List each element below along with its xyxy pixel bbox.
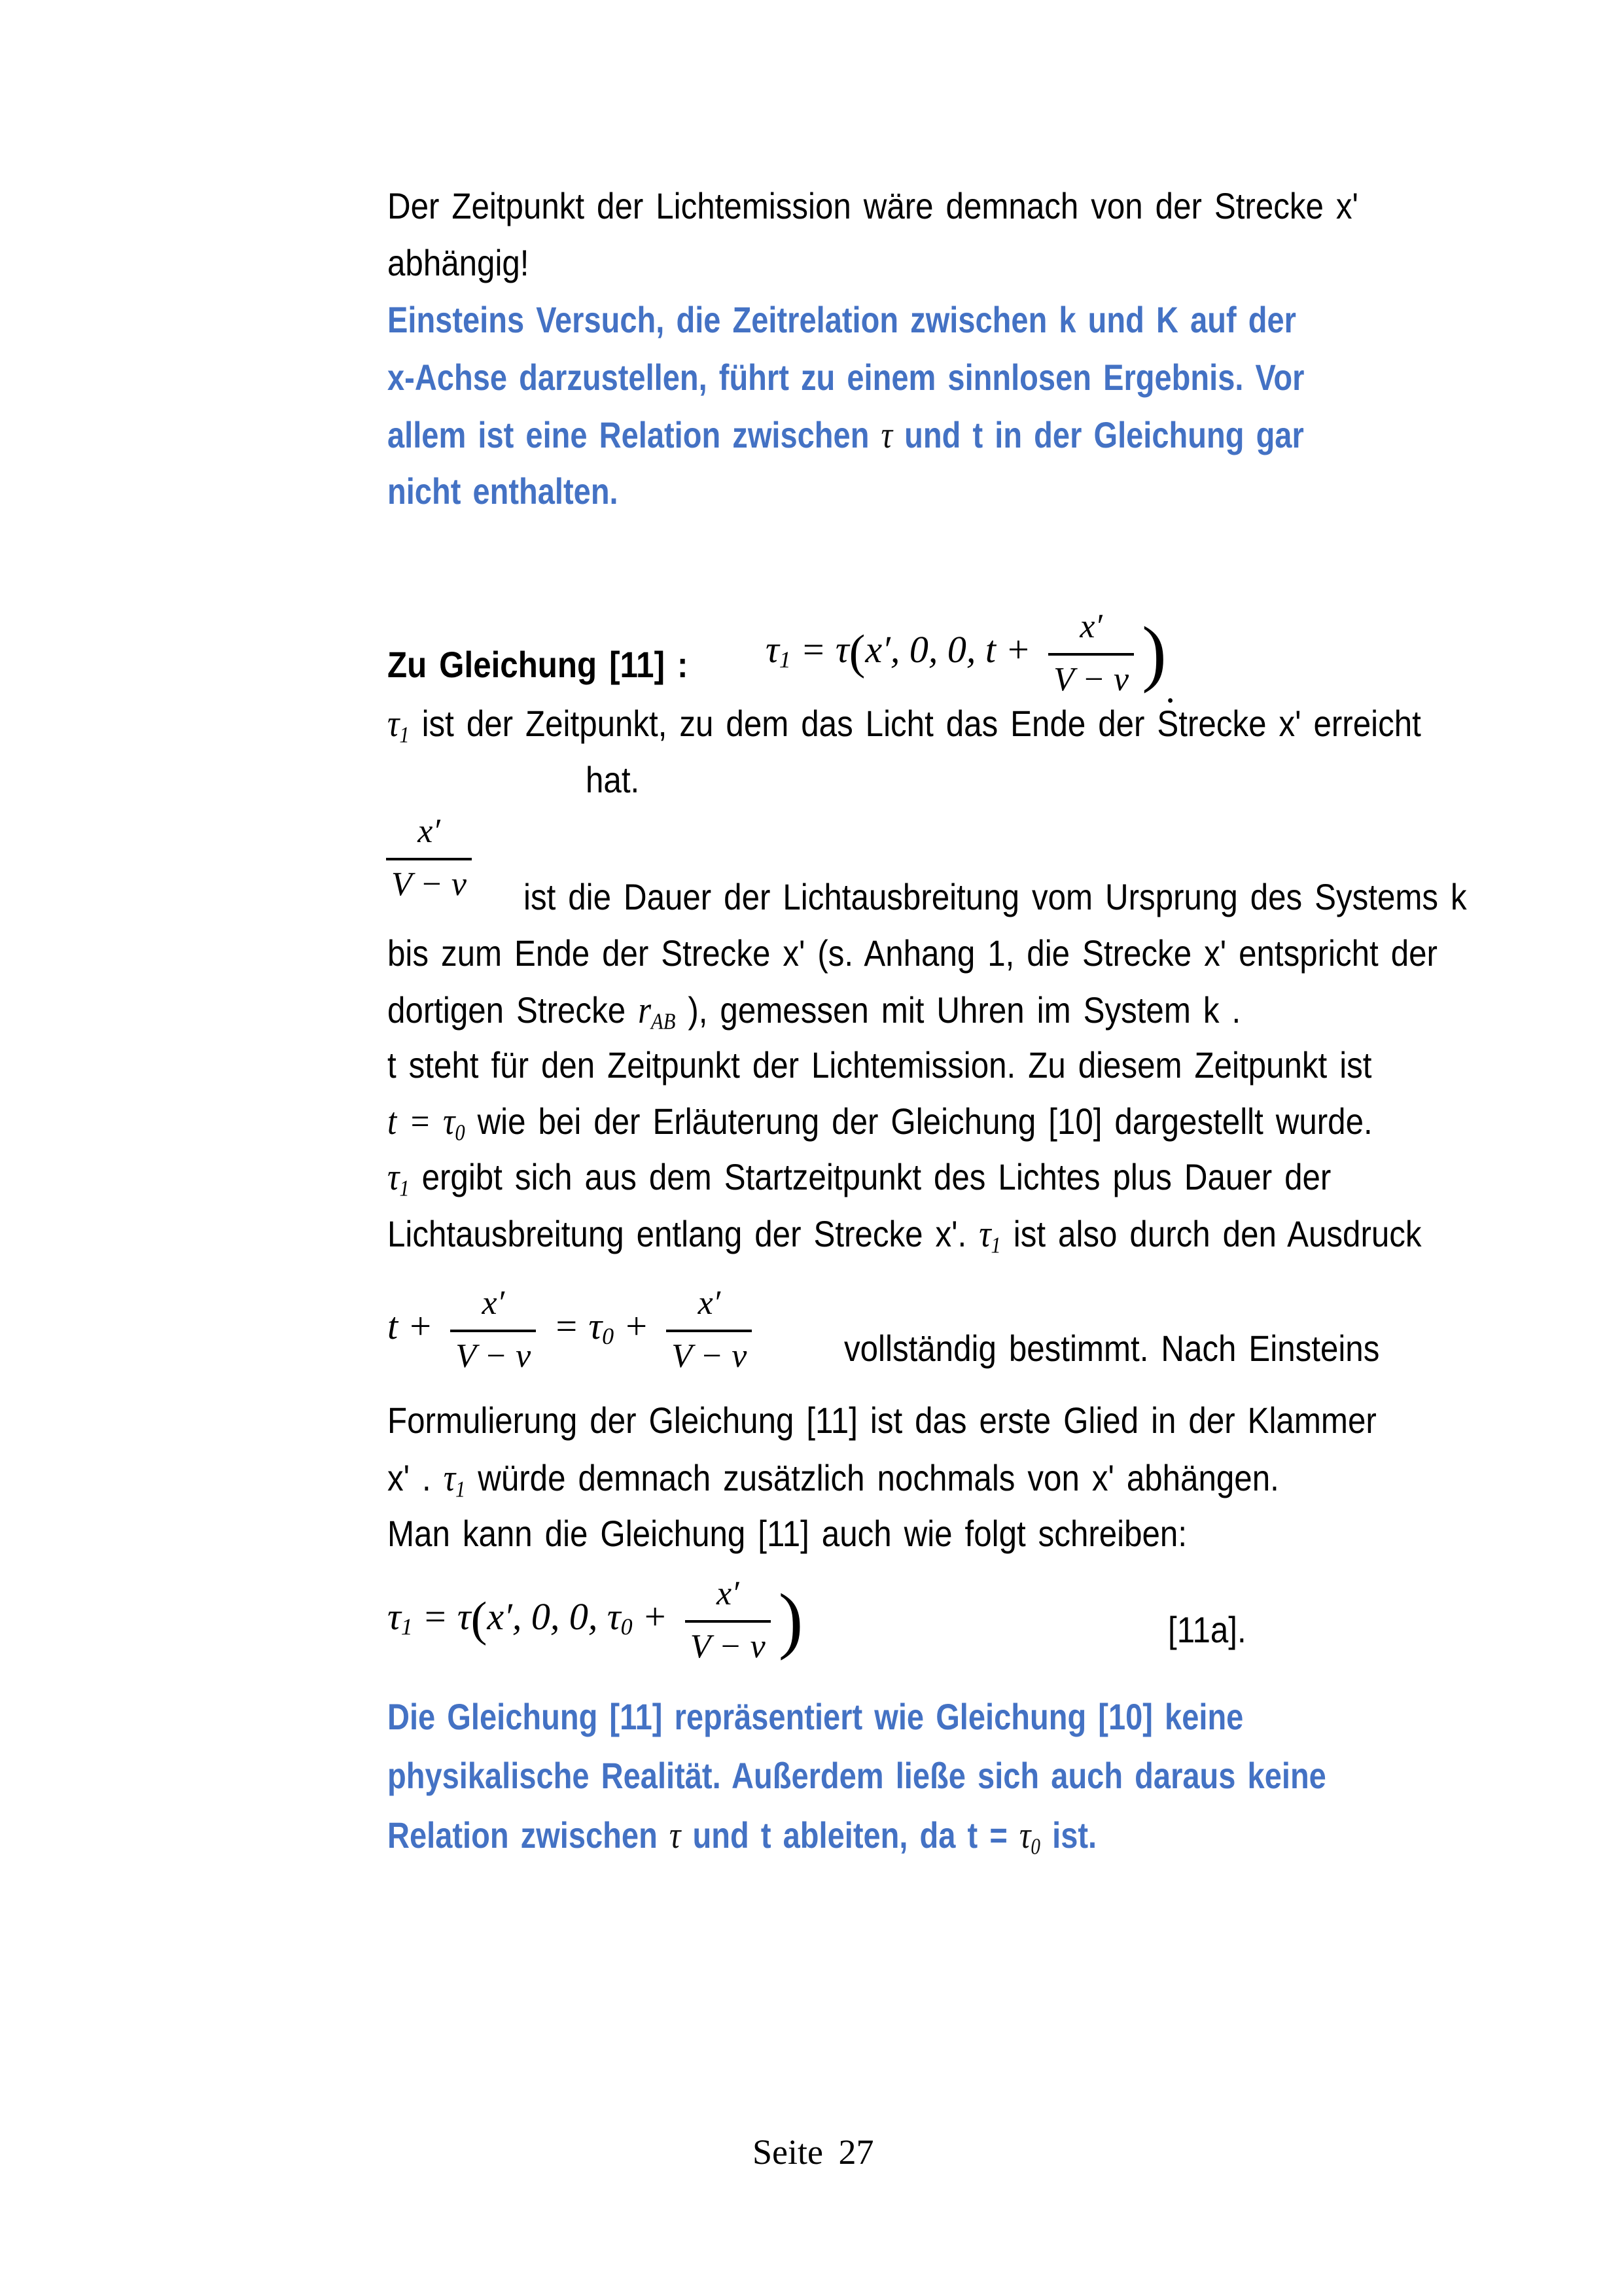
- tau1-explanation-line-2: hat.: [586, 759, 640, 800]
- equation-11a: τ1 = τ(x′, 0, 0, τ0 + $\frac{x'}{V - v}$ ): [387, 1575, 803, 1665]
- equation-11a-label: [11a].: [1168, 1609, 1246, 1650]
- equation-sum: t + $\frac{x'}{V - v}$ = τ0 + $\frac{x'}{V - v}$: [387, 1271, 760, 1382]
- equation-11-label: Zu Gleichung [11] :: [387, 644, 688, 685]
- body-line-tau1-ergibt: τ1 ergibt sich aus dem Startzeitpunkt des Lichtes plus Dauer der: [387, 1156, 1332, 1201]
- body-line-man-kann: Man kann die Gleichung [11] auch wie folgt schreiben:: [387, 1513, 1188, 1554]
- paragraph-intro-line-1: Der Zeitpunkt der Lichtemission wäre demnach von der Strecke x': [387, 185, 1358, 226]
- body-line-lichtausbreitung: Lichtausbreitung entlang der Strecke x'. τ1 ist also durch den Ausdruck: [387, 1212, 1422, 1258]
- blue-paragraph-top-line-1: Einsteins Versuch, die Zeitrelation zwischen k und K auf der: [387, 299, 1296, 340]
- blue-paragraph-bottom-line-2: physikalische Realität. Außerdem ließe sich auch daraus keine: [387, 1755, 1326, 1796]
- tau1-explanation-line-1: τ1 ist der Zeitpunkt, zu dem das Licht das Ende der Strecke x' erreicht: [387, 702, 1421, 748]
- blue-paragraph-top-line-2: x-Achse darzustellen, führt zu einem sinnlosen Ergebnis. Vor: [387, 357, 1305, 398]
- blue-paragraph-top-line-4: nicht enthalten.: [387, 470, 618, 512]
- page-number-footer: Seite 27: [752, 2132, 874, 2172]
- body-line-bis-zum-ende: bis zum Ende der Strecke x' (s. Anhang 1, die Strecke x' entspricht der: [387, 932, 1438, 974]
- body-line-t-steht: t steht für den Zeitpunkt der Lichtemission. Zu diesem Zeitpunkt ist: [387, 1044, 1372, 1086]
- duration-text: ist die Dauer der Lichtausbreitung vom Ursprung des Systems k: [523, 876, 1467, 917]
- blue-paragraph-bottom-line-3: Relation zwischen τ und t ableiten, da t = τ0 ist.: [387, 1814, 1097, 1860]
- body-line-t-gleich-tau0: t = τ0 wie bei der Erläuterung der Gleichung [10] dargestellt wurde.: [387, 1100, 1373, 1146]
- body-line-dortigen-strecke: dortigen Strecke rAB ), gemessen mit Uhren im System k .: [387, 989, 1241, 1034]
- body-line-x-strich-tau1: x' . τ1 würde demnach zusätzlich nochmals von x' abhängen.: [387, 1457, 1279, 1502]
- body-line-vollstaendig: vollständig bestimmt. Nach Einsteins: [844, 1328, 1380, 1369]
- body-line-formulierung: Formulierung der Gleichung [11] ist das erste Glied in der Klammer: [387, 1400, 1377, 1441]
- paragraph-intro-line-2: abhängig!: [387, 242, 529, 283]
- blue-paragraph-top-line-3: allem ist eine Relation zwischen τ und t in der Gleichung gar: [387, 414, 1304, 456]
- equation-11: τ1 = τ(x′, 0, 0, t + $\frac{x'}{V - v}$ ).: [766, 608, 1176, 711]
- fraction-duration: $\frac{x'}{V - v}$: [383, 814, 474, 902]
- blue-paragraph-bottom-line-1: Die Gleichung [11] repräsentiert wie Gleichung [10] keine: [387, 1696, 1244, 1737]
